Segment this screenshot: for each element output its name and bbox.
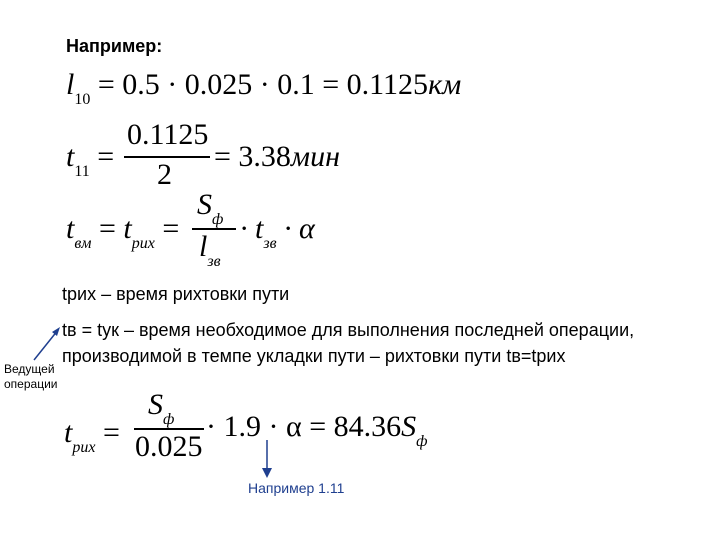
fraction-denominator: 2 xyxy=(157,158,172,191)
equation-t11-result: = 3.38мин xyxy=(214,140,340,173)
side-note-line1: Ведущей xyxy=(4,362,55,376)
page-title: Например: xyxy=(66,36,163,56)
fraction-numerator-sf: $S_ф$ xyxy=(148,388,175,428)
definition-trih: tрих – время рихтовки пути xyxy=(62,284,290,304)
fraction-denominator-0025: 0.025 xyxy=(135,430,203,463)
example-link[interactable]: Например 1.11 xyxy=(248,480,345,496)
equation-t11: $t_{11}$ = xyxy=(66,140,115,180)
fraction-numerator-s: $S_ф$ xyxy=(197,188,224,228)
arrow-icon xyxy=(30,324,66,364)
fraction-denominator-l: $l_{зв}$ xyxy=(199,230,221,270)
fraction-numerator: 0.1125 xyxy=(127,118,209,151)
side-note-line2: операции xyxy=(4,377,58,391)
equation-tvm: $t_{вм} = t_{рих}$ = xyxy=(66,212,180,252)
down-arrow-icon xyxy=(260,440,274,480)
equation-l10: $l_{10} = 0.5 \cdot 0.025 \cdot 0.1 = 0.1125км$ xyxy=(66,68,462,108)
equation-trih: $t_{рих}$ = xyxy=(64,416,120,456)
equation-trih-result: · $1.9 \cdot \alpha = 84.36S_ф$ xyxy=(206,410,428,450)
definition-tv-line1: tв = tук – время необходимое для выполнения последней операции, xyxy=(62,320,635,340)
equation-tvm-tail: · $t_{зв} \cdot \alpha$ xyxy=(240,212,315,252)
definition-tv-line2: производимой в темпе укладки пути – рихтовки пути tв=tрих xyxy=(62,346,566,366)
